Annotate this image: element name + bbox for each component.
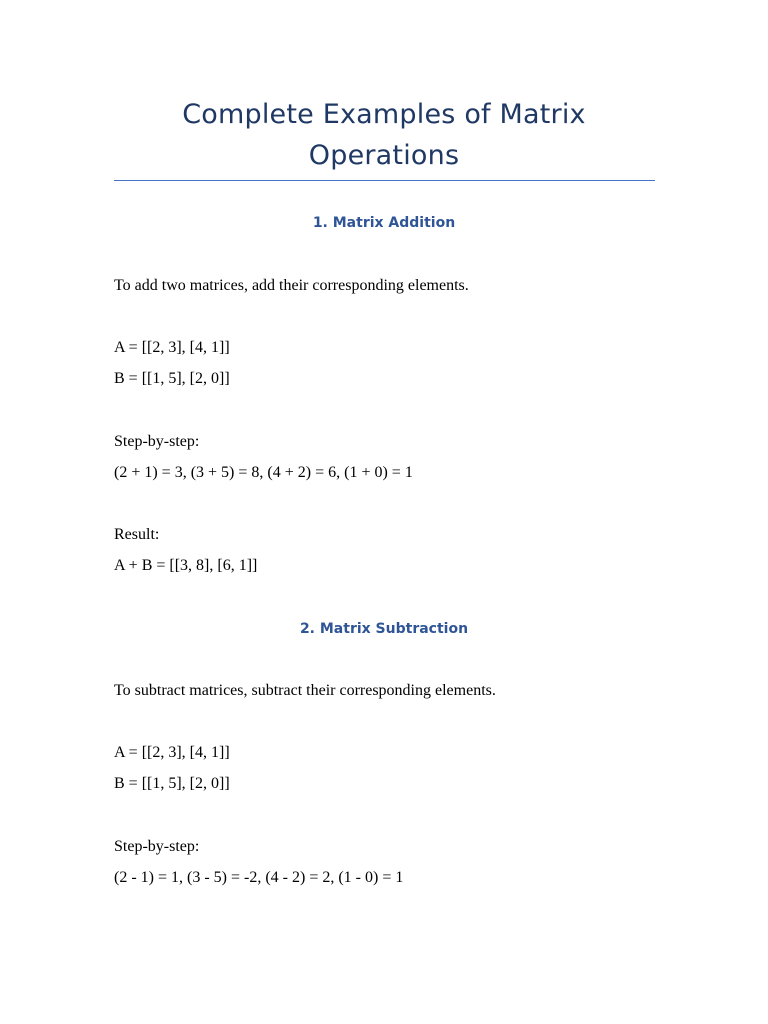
subtraction-matrix-a: A = [[2, 3], [4, 1]] <box>114 744 230 761</box>
subtraction-steps: (2 - 1) = 1, (3 - 5) = -2, (4 - 2) = 2, (1 - 0) = 1 <box>114 869 404 886</box>
title-underline <box>114 180 655 181</box>
addition-matrix-b: B = [[1, 5], [2, 0]] <box>114 370 230 387</box>
addition-steps-label: Step-by-step: <box>114 433 200 450</box>
document-title: Complete Examples of Matrix Operations <box>182 99 586 171</box>
addition-steps: (2 + 1) = 3, (3 + 5) = 8, (4 + 2) = 6, (1 + 0) = 1 <box>114 464 413 481</box>
subtraction-intro: To subtract matrices, subtract their corresponding elements. <box>114 682 496 699</box>
addition-result-label: Result: <box>114 526 160 543</box>
addition-result: A + B = [[3, 8], [6, 1]] <box>114 557 258 574</box>
section-heading-addition: 1. Matrix Addition <box>312 215 456 231</box>
subtraction-steps-label: Step-by-step: <box>114 838 200 855</box>
section-heading-subtraction: 2. Matrix Subtraction <box>299 621 469 637</box>
subtraction-matrix-b: B = [[1, 5], [2, 0]] <box>114 775 230 792</box>
addition-matrix-a: A = [[2, 3], [4, 1]] <box>114 339 230 356</box>
addition-intro: To add two matrices, add their corresponding elements. <box>114 277 469 294</box>
